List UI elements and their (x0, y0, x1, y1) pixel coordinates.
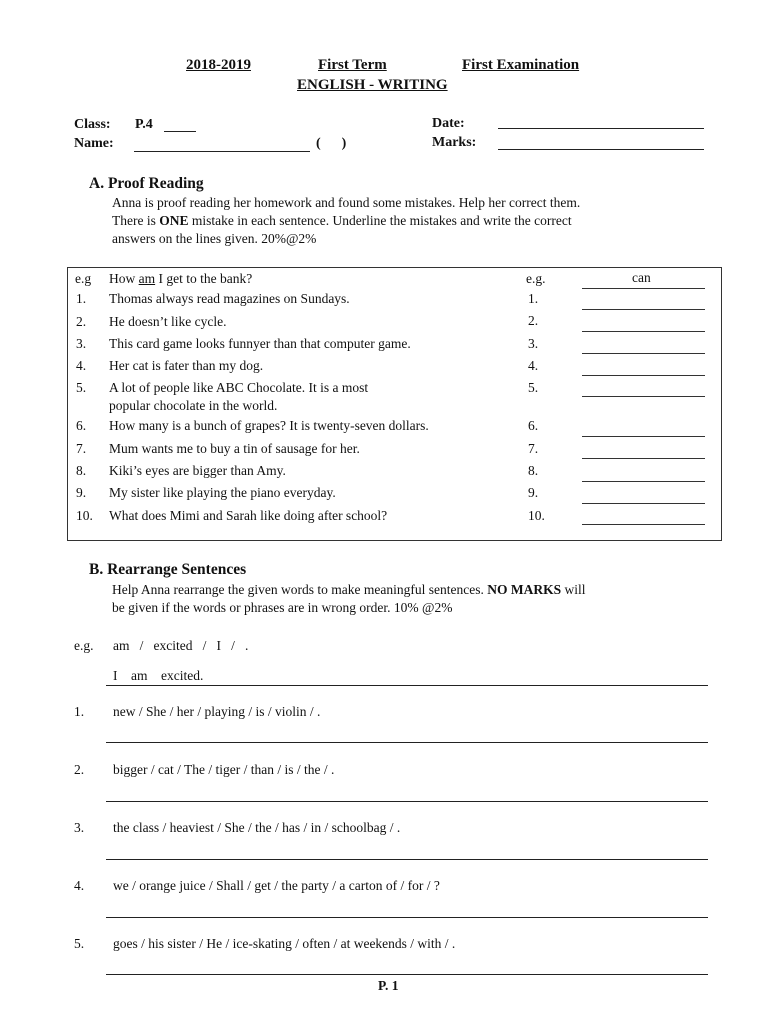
example-answer: can (632, 270, 651, 285)
section-a-title: A. Proof Reading (89, 175, 204, 192)
answer-line[interactable] (582, 481, 705, 482)
answer-line[interactable] (106, 801, 708, 802)
example-answer: I am excited. (113, 668, 204, 683)
answer-line[interactable] (582, 503, 705, 504)
instruction-line: answers on the lines given. 20%@2% (112, 231, 317, 246)
answer-line[interactable] (106, 742, 708, 743)
answer-number: 2. (528, 313, 539, 328)
answer-line[interactable] (582, 396, 705, 397)
item-number: 7. (76, 441, 87, 456)
name-label: Name: (74, 136, 114, 151)
item-number: 8. (76, 463, 87, 478)
marks-label: Marks: (432, 135, 477, 150)
answer-line (582, 288, 705, 289)
instruction-line: be given if the words or phrases are in wrong order. 10% @2% (112, 600, 453, 615)
answer-line[interactable] (582, 353, 705, 354)
class-blank[interactable] (164, 131, 196, 132)
item-sentence: Her cat is fater than my dog. (109, 358, 264, 373)
item-number: 4. (76, 358, 87, 373)
answer-number: e.g. (526, 271, 546, 286)
example-sentence: How am I get to the bank? (109, 271, 253, 286)
instruction-line: Anna is proof reading her homework and found some mistakes. Help her correct them. (112, 195, 581, 210)
answer-line[interactable] (582, 524, 705, 525)
answer-line[interactable] (106, 917, 708, 918)
item-sentence: How many is a bunch of grapes? It is twenty-seven dollars. (109, 418, 429, 433)
subject-title: ENGLISH - WRITING (297, 77, 448, 93)
item-sentence: Mum wants me to buy a tin of sausage for her. (109, 441, 360, 456)
item-sentence: A lot of people like ABC Chocolate. It is a most (109, 380, 369, 395)
answer-line[interactable] (582, 331, 705, 332)
term-label: First Term (318, 57, 387, 73)
answer-line (106, 685, 708, 686)
example-words: am / excited / I / . (113, 638, 249, 653)
answer-number: 5. (528, 380, 539, 395)
item-sentence: This card game looks funnyer than that computer game. (109, 336, 411, 351)
item-number: 1. (74, 704, 85, 719)
item-number: 10. (76, 508, 93, 523)
exam-label: First Examination (462, 57, 580, 73)
answer-line[interactable] (106, 974, 708, 975)
item-number: 4. (74, 878, 85, 893)
answer-number: 3. (528, 336, 539, 351)
item-sentence: What does Mimi and Sarah like doing after school? (109, 508, 388, 523)
date-label: Date: (432, 116, 465, 131)
class-label: Class: (74, 117, 111, 132)
item-number: 3. (76, 336, 87, 351)
item-sentence: My sister like playing the piano everyday. (109, 485, 336, 500)
answer-number: 10. (528, 508, 545, 523)
item-sentence-continued: popular chocolate in the world. (109, 398, 278, 413)
class-number-paren: ( ) (316, 136, 347, 151)
name-field[interactable] (134, 151, 310, 152)
item-number: 2. (76, 314, 87, 329)
scrambled-words: we / orange juice / Shall / get / the party / a carton of / for / ? (113, 878, 440, 893)
answer-number: 4. (528, 358, 539, 373)
answer-line[interactable] (106, 859, 708, 860)
answer-number: 7. (528, 441, 539, 456)
answer-number: 1. (528, 291, 539, 306)
answer-line[interactable] (582, 309, 705, 310)
section-a-instructions (112, 194, 580, 248)
scrambled-words: goes / his sister / He / ice-skating / often / at weekends / with / . (113, 936, 456, 951)
class-value: P.4 (135, 117, 153, 132)
item-number: e.g (75, 271, 92, 286)
section-b-title: B. Rearrange Sentences (89, 561, 247, 578)
item-number: 9. (76, 485, 87, 500)
item-number: 6. (76, 418, 87, 433)
section-b-instructions (112, 581, 586, 617)
answer-number: 6. (528, 418, 539, 433)
date-field[interactable] (498, 128, 704, 129)
instruction-line: Help Anna rearrange the given words to make meaningful sentences. NO MARKS will (112, 582, 586, 597)
item-sentence: Thomas always read magazines on Sundays. (109, 291, 350, 306)
scrambled-words: bigger / cat / The / tiger / than / is / the / . (113, 762, 335, 777)
answer-number: 9. (528, 485, 539, 500)
answer-line[interactable] (582, 436, 705, 437)
instruction-line: There is ONE mistake in each sentence. Underline the mistakes and write the correct (112, 213, 572, 228)
item-sentence: Kiki’s eyes are bigger than Amy. (109, 463, 286, 478)
item-number: 1. (76, 291, 87, 306)
scrambled-words: new / She / her / playing / is / violin / . (113, 704, 321, 719)
answer-number: 8. (528, 463, 539, 478)
item-sentence: He doesn’t like cycle. (109, 314, 227, 329)
answer-line[interactable] (582, 375, 705, 376)
marks-field[interactable] (498, 149, 704, 150)
scrambled-words: the class / heaviest / She / the / has / in / schoolbag / . (113, 820, 401, 835)
item-number: 2. (74, 762, 85, 777)
item-number: 5. (74, 936, 85, 951)
item-number: e.g. (74, 638, 94, 653)
school-year: 2018-2019 (186, 57, 251, 73)
item-number: 3. (74, 820, 85, 835)
item-number: 5. (76, 380, 87, 395)
page-number: P. 1 (378, 978, 399, 993)
answer-line[interactable] (582, 458, 705, 459)
